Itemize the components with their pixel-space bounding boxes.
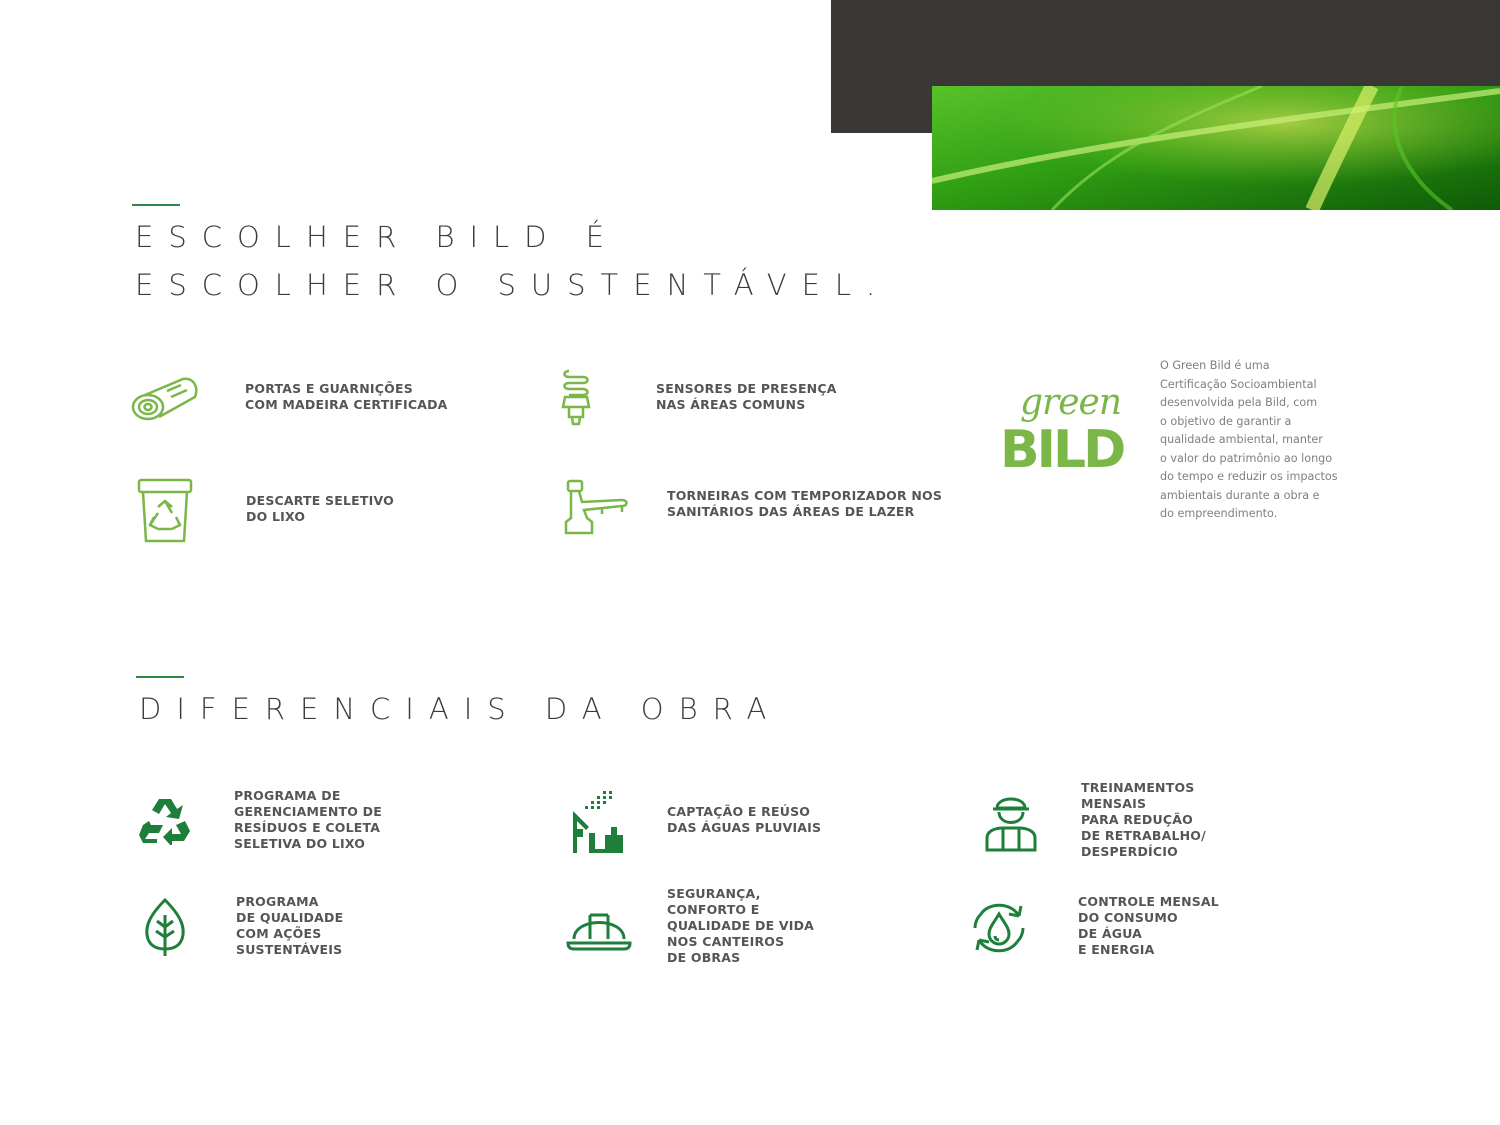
hard-hat-icon: [566, 903, 632, 951]
section-rule: [136, 676, 184, 678]
feature-label: TREINAMENTOS MENSAIS PARA REDUÇÃO DE RETRABALHO/ DESPERDÍCIO: [1081, 780, 1206, 859]
faucet-icon: [562, 478, 630, 536]
feature-label: PROGRAMA DE GERENCIAMENTO DE RESÍDUOS E COLETA SELETIVA DO LIXO: [234, 788, 382, 851]
feature-label: DESCARTE SELETIVO DO LIXO: [246, 493, 394, 524]
rain-house-icon: [571, 789, 627, 855]
recycle-bin-icon: [136, 477, 194, 545]
logo-block-word: BILD: [1000, 420, 1124, 480]
green-bild-logo: [1000, 382, 1132, 482]
section-rule: [132, 204, 180, 206]
feature-label: SENSORES DE PRESENÇA NAS ÁREAS COMUNS: [656, 381, 837, 412]
feature-label: PROGRAMA DE QUALIDADE COM AÇÕES SUSTENTÁVEIS: [236, 894, 344, 957]
feature-label: TORNEIRAS COM TEMPORIZADOR NOS SANITÁRIOS DAS ÁREAS DE LAZER: [667, 488, 943, 519]
green-bild-description: O Green Bild é uma Certificação Socioambiental desenvolvida pela Bild, com o objetivo de garantir a qualidade ambiental, manter o valor do patrimônio ao longo do tempo e reduzir os impactos ambientais durante a obra e do empreendimento.: [1160, 359, 1338, 520]
title-line: ESCOLHER O SUSTENTÁVEL.: [135, 268, 891, 302]
recycle-arrows-icon: [139, 795, 191, 845]
log-icon: [131, 375, 199, 423]
feature-label: PORTAS E GUARNIÇÕES COM MADEIRA CERTIFICADA: [245, 381, 448, 412]
feature-label: CONTROLE MENSAL DO CONSUMO DE ÁGUA E ENERGIA: [1078, 894, 1219, 957]
light-bulb-icon: [559, 367, 593, 427]
water-drop-cycle-icon: [971, 900, 1027, 956]
leaf-photo: [932, 86, 1500, 210]
section-title: DIFERENCIAIS DA OBRA: [139, 692, 782, 726]
logo-script-word: green: [1020, 382, 1122, 423]
title-line: ESCOLHER BILD É: [135, 220, 620, 254]
worker-icon: [983, 792, 1039, 852]
feature-label: CAPTAÇÃO E REÚSO DAS ÁGUAS PLUVIAIS: [667, 804, 822, 835]
feature-label: SEGURANÇA, CONFORTO E QUALIDADE DE VIDA NOS CANTEIROS DE OBRAS: [667, 886, 815, 965]
leaf-icon: [142, 897, 188, 957]
section-title: [135, 213, 890, 309]
